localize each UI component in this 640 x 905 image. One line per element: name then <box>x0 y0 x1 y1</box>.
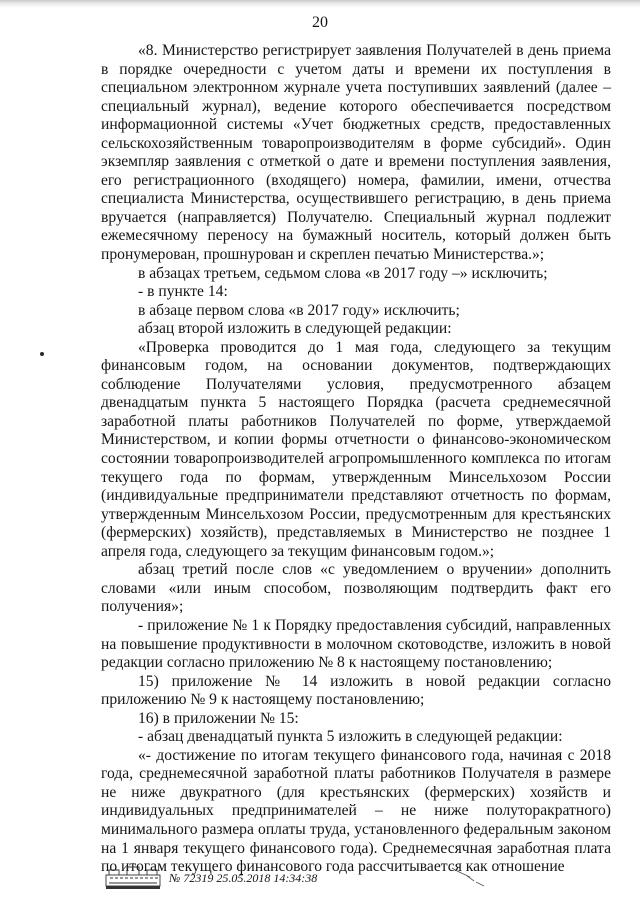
paragraph-abzac-12: - абзац двенадцатый пункта 5 изложить в следующей редакции: <box>138 728 563 746</box>
paragraph-abzac-3-7: в абзацах третьем, седьмом слова «в 2017 году –» исключить; <box>138 264 548 282</box>
paragraph-proverka: «Проверка проводится до 1 мая года, следующего за текущим финансовым годом, на основании документов, подтверждающих соблюдение Получателями условия, предусмотренного абзацем двенадцатым пункта 5 настоящего Порядка (расчета среднемесячной заработной платы работников Получателей по форме, утверждаемой Министерством, и копии формы отчетности о финансово-экономическом состоянии товаропроизводителей агропромышленного комплекса по итогам текущего года по формам, утвержденным Минсельхозом России (индивидуальные предприниматели представляют отчетность по формам, утвержденным Минсельхозом России, предусмотренным для крестьянских (фермерских) хозяйств), представляемых в Министерство не позднее 1 апреля года, следующего за текущим финансовым годом.»; <box>101 338 611 560</box>
paragraph-dostizhenie: «- достижение по итогам текущего финансового года, начиная с 2018 года, среднемесячной заработной платы работников Получателя в размере не ниже двукратного (для крестьянских (фермерских) хозяйств и индивидуальных предпринимателей – не ниже полуторакратного) минимального размера оплаты труда, установленного федеральным законом на 1 января текущего финансового года). Среднемесячная заработная плата по итогам текущего финансового года рассчитывается как отношение <box>101 746 611 876</box>
paragraph-abzac-3: абзац третий после слов «с уведомлением о вручении» дополнить словами «или иным способом, позволяющим подтвердить факт его получения»; <box>101 561 611 616</box>
paragraph-item-15: 15) приложение № 14 изложить в новой редакции согласно приложению № 9 к настоящему постановлению; <box>101 672 611 709</box>
document-registration-number: № 72319 25.05.2018 14:34:38 <box>169 871 318 885</box>
page-number: 20 <box>312 14 328 31</box>
document-body <box>101 42 611 877</box>
paragraph-abzac-2: абзац второй изложить в следующей редакции: <box>138 320 452 338</box>
paragraph-item-8: «8. Министерство регистрирует заявления Получателей в день приема в порядке очередности с учетом даты и времени их поступления в специальном электронном журнале учета поступивших заявлений (далее – специальный журнал), ведение которого обеспечивается посредством информационной системы «Учет бюджетных средств, предоставленных сельскохозяйственным товаропроизводителям в форме субсидий». Один экземпляр заявления с отметкой о дате и времени поступления заявления, его регистрационного (входящего) номера, фамилии, имени, отчества специалиста Министерства, осуществившего регистрацию, в день приема вручается (направляется) Получателю. Специальный журнал подлежит ежемесячному переносу на бумажный носитель, который должен быть пронумерован, прошнурован и скреплен печатью Министерства.»; <box>101 42 611 264</box>
pen-stroke-mark <box>448 862 498 888</box>
paragraph-abzac-1: в абзаце первом слова «в 2017 году» исключить; <box>138 301 460 319</box>
registry-stamp-icon <box>103 862 163 890</box>
document-footer <box>103 862 523 890</box>
paragraph-prilozhenie-1: - приложение № 1 к Порядку предоставления субсидий, направленных на повышение продуктивности в молочном скотоводстве, изложить в новой редакции согласно приложению № 8 к настоящему постановлению; <box>101 616 611 672</box>
paragraph-punkt-14: - в пункте 14: <box>138 283 228 301</box>
paragraph-item-16: 16) в приложении № 15: <box>138 709 299 727</box>
scan-speck <box>40 352 44 356</box>
scan-top-edge <box>0 0 640 8</box>
